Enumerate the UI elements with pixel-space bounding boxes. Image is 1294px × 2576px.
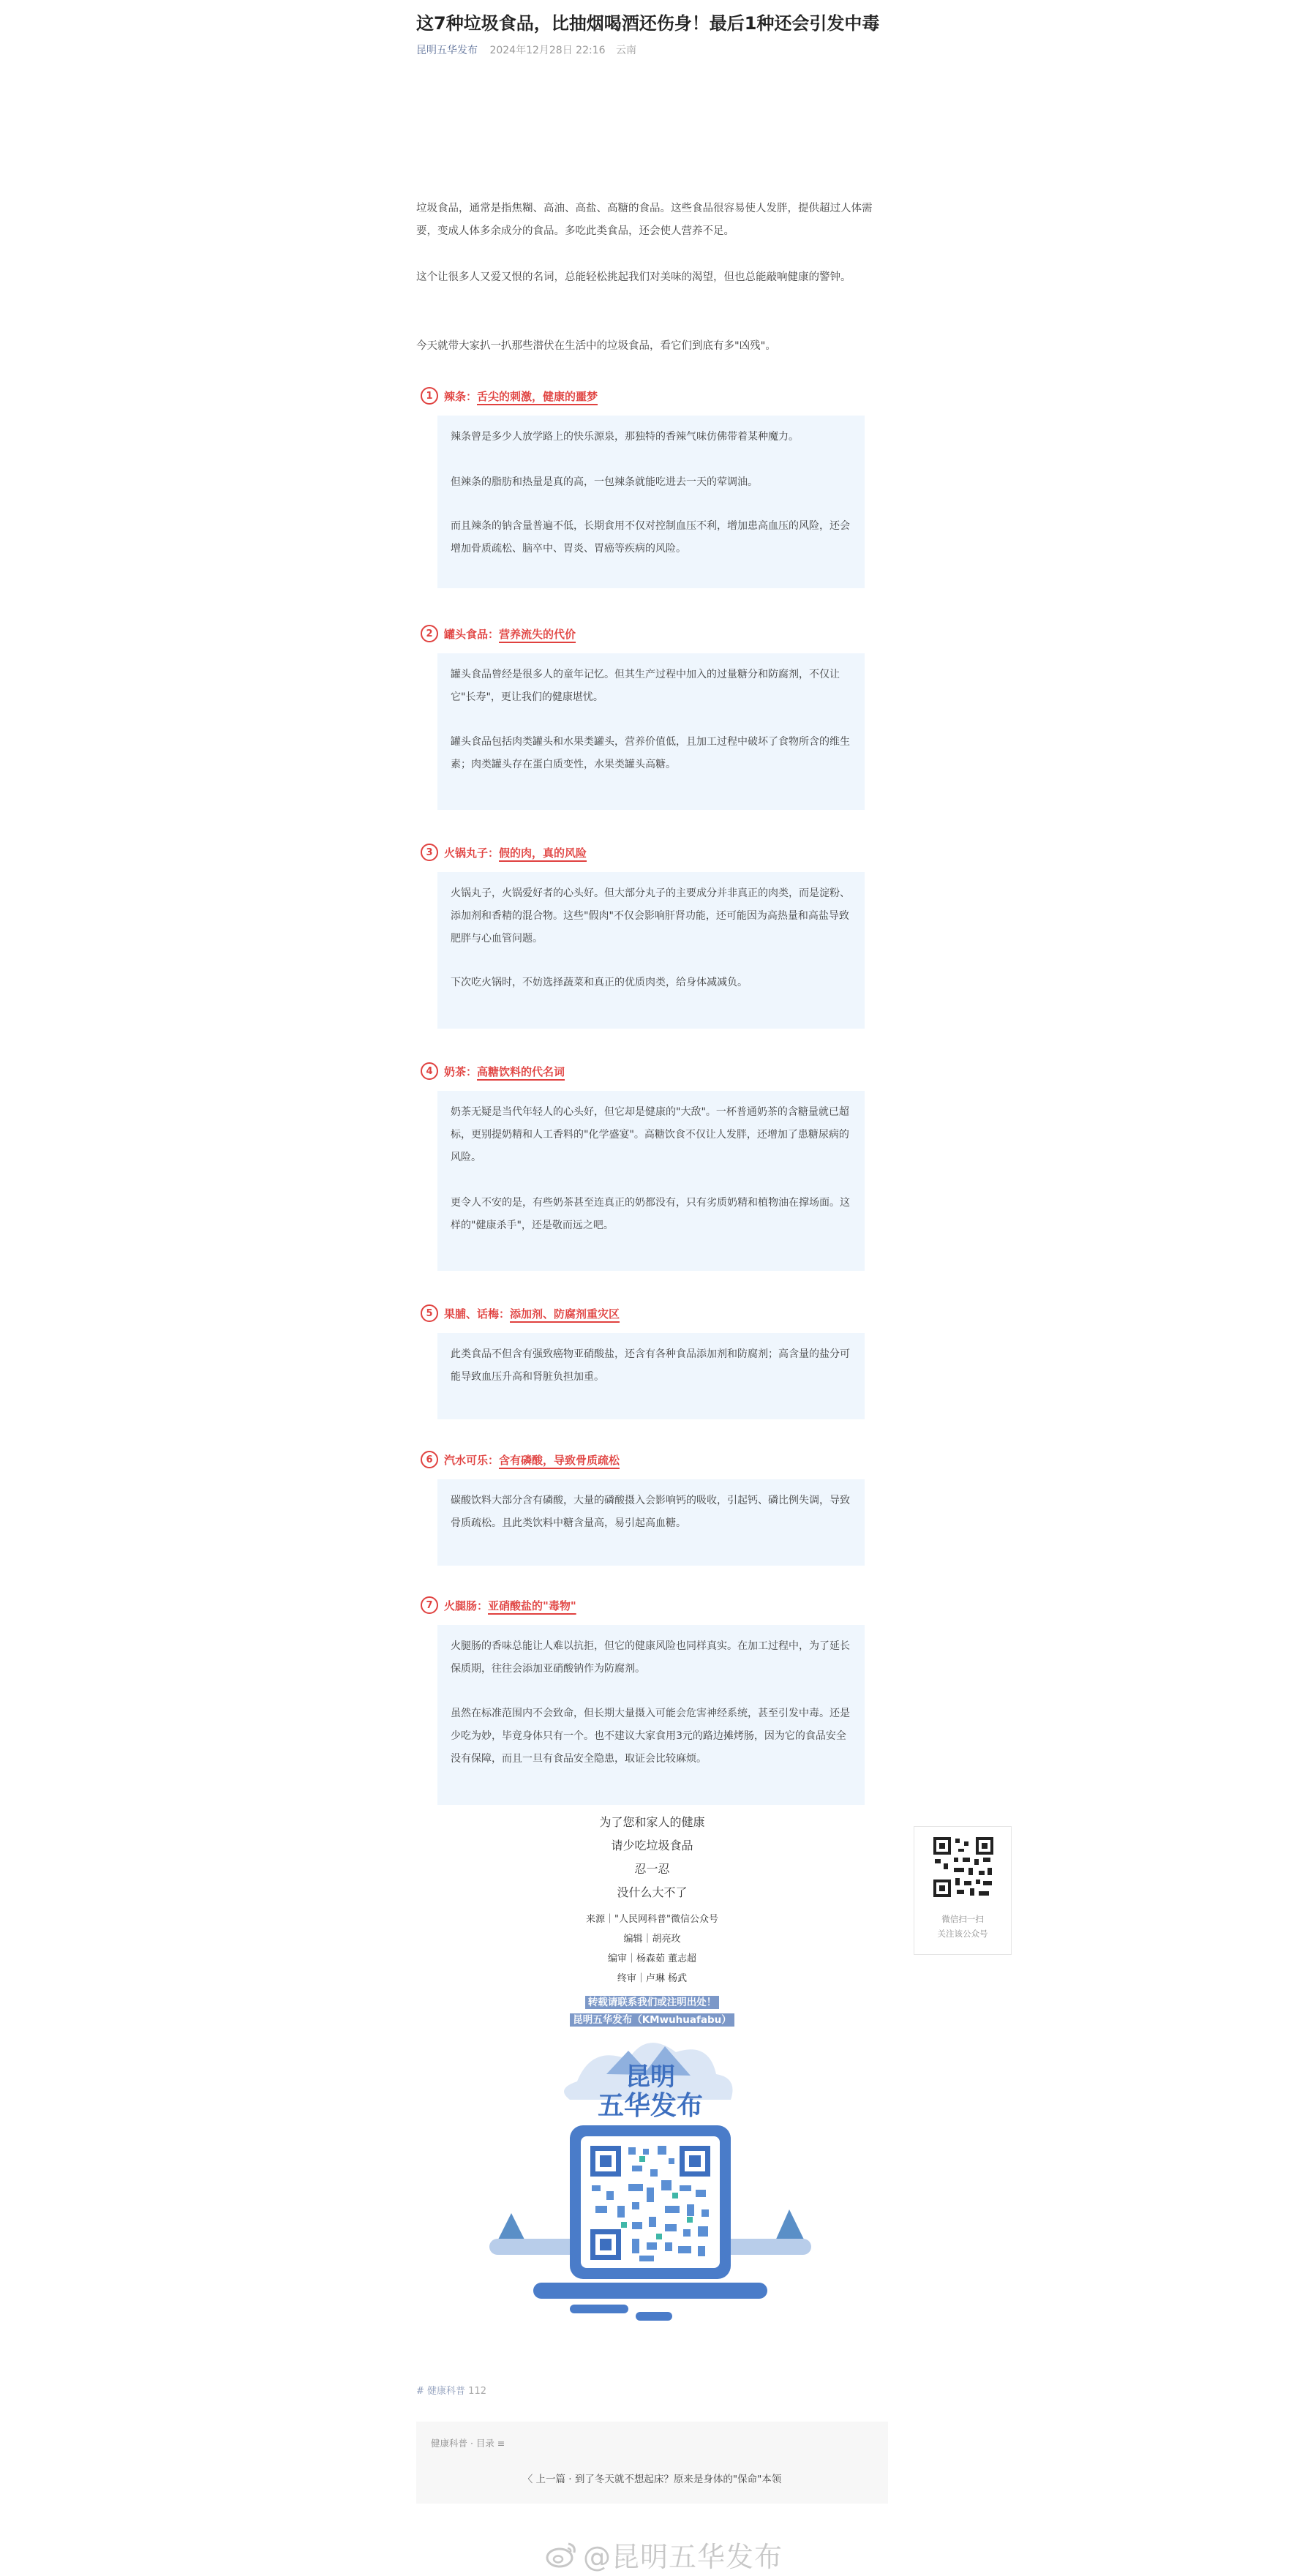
account-name-highlight: 昆明五华发布（KMwuhuafabu）	[416, 2011, 888, 2026]
section-number-badge: 3	[421, 844, 438, 861]
credit-editor: 编辑｜胡亮玫	[623, 1934, 681, 1945]
section-paragraph: 罐头食品包括肉类罐头和水果类罐头，营养价值低，且加工过程中破坏了食物所含的维生素；肉类罐头存在蛋白质变性，水果类罐头高糖。	[451, 736, 850, 770]
section-subtitle: 舌尖的刺激，健康的噩梦	[477, 389, 598, 403]
follow-qr-panel	[914, 1826, 1012, 1955]
section-paragraph: 更令人不安的是，有些奶茶甚至连真正的奶都没有，只有劣质奶精和植物油在撑场面。这样的"健康杀手"，还是敬而远之吧。	[451, 1197, 850, 1231]
reprint-notice: 转载请联系我们或注明出处！	[416, 1994, 888, 2008]
article-title: 这7种垃圾食品，比抽烟喝酒还伤身！最后1种还会引发中毒	[416, 13, 880, 34]
section-name: 火锅丸子：	[444, 846, 500, 860]
section-paragraph: 虽然在标准范围内不会致命，但长期大量摄入可能会危害神经系统，甚至引发中毒。还是少吃为妙，毕竟身体只有一个。也不建议大家食用3元的路边摊烤肠，因为它的食品安全没有保障，而且一旦有食品安全隐患，取证会比较麻烦。	[451, 1708, 850, 1765]
section-heading	[421, 624, 576, 643]
follow-poster-image	[489, 2030, 811, 2337]
section-paragraph: 罐头食品曾经是很多人的童年记忆。但其生产过程中加入的过量糖分和防腐剂，不仅让它"长寿"，更让我们的健康堪忧。	[451, 669, 840, 703]
poster-logo-line1: 昆明	[625, 2062, 675, 2092]
section-content-box	[437, 1625, 865, 1805]
section-paragraph: 下次吃火锅时，不妨选择蔬菜和真正的优质肉类，给身体减减负。	[451, 977, 748, 988]
side-qr-caption-1: 微信扫一扫	[941, 1914, 984, 1924]
section-paragraph: 而且辣条的钠含量普遍不低，长期食用不仅对控制血压不利，增加患高血压的风险，还会增加骨质疏松、脑卒中、胃炎、胃癌等疾病的风险。	[451, 520, 850, 555]
section-subtitle: 营养流失的代价	[499, 627, 576, 641]
hashtag[interactable]	[416, 2383, 486, 2397]
section-subtitle: 高糖饮料的代名词	[477, 1064, 565, 1078]
section-subtitle: 亚硝酸盐的"毒物"	[488, 1599, 576, 1612]
section-name: 火腿肠：	[444, 1599, 489, 1612]
closing-line: 没什么大不了	[617, 1885, 688, 1899]
section-number-badge: 2	[421, 625, 438, 642]
section-subtitle: 假的肉，真的风险	[499, 846, 587, 860]
section-subtitle: 含有磷酸，导致骨质疏松	[499, 1453, 620, 1467]
section-paragraph: 碳酸饮料大部分含有磷酸，大量的磷酸摄入会影响钙的吸收，引起钙、磷比例失调，导致骨质疏松。且此类饮料中糖含量高，易引起高血糖。	[451, 1495, 850, 1529]
section-number-badge: 1	[421, 387, 438, 405]
credit-reviewer: 编审｜杨森茹 董志超	[607, 1953, 697, 1964]
section-content-box	[437, 1091, 865, 1271]
weibo-watermark	[545, 2536, 808, 2572]
section-name: 罐头食品：	[444, 627, 500, 641]
section-number-badge: 5	[421, 1304, 438, 1322]
section-paragraph: 此类食品不但含有强致癌物亚硝酸盐，还含有各种食品添加剂和防腐剂；高含量的盐分可能导致血压升高和肾脏负担加重。	[451, 1348, 850, 1383]
section-heading	[421, 386, 598, 405]
section-content-box	[437, 416, 865, 588]
weibo-icon	[545, 2539, 579, 2569]
credit-final-review: 终审｜卢琳 杨武	[617, 1973, 688, 1984]
section-subtitle: 添加剂、防腐剂重灾区	[510, 1307, 620, 1321]
article-navigation	[416, 2422, 888, 2504]
section-heading	[421, 1304, 620, 1323]
section-content-box	[437, 653, 865, 810]
poster-logo-line2: 五华发布	[597, 2091, 704, 2121]
section-number-badge: 4	[421, 1062, 438, 1080]
section-name: 奶茶：	[444, 1064, 478, 1078]
closing-line: 为了您和家人的健康	[599, 1815, 705, 1829]
section-number-badge: 7	[421, 1596, 438, 1614]
collection-breadcrumb[interactable]: 健康科普 · 目录 ≡	[431, 2438, 505, 2449]
hashtag-label[interactable]: # 健康科普	[416, 2386, 466, 2397]
section-name: 汽水可乐：	[444, 1453, 500, 1467]
section-paragraph: 但辣条的脂肪和热量是真的高，一包辣条就能吃进去一天的荤调油。	[451, 476, 758, 488]
section-paragraph: 奶茶无疑是当代年轻人的心头好，但它却是健康的"大敌"。一杯普通奶茶的含糖量就已超标，更别提奶精和人工香料的"化学盛宴"。高糖饮食不仅让人发胖，还增加了患糖尿病的风险。	[451, 1106, 849, 1163]
side-qr-caption-2: 关注该公众号	[937, 1929, 988, 1939]
publish-location: 云南	[615, 45, 636, 56]
section-paragraph: 辣条曾是多少人放学路上的快乐源泉，那独特的香辣气味仿佛带着某种魔力。	[451, 431, 799, 443]
article-meta	[416, 42, 636, 57]
section-paragraph: 火锅丸子，火锅爱好者的心头好。但大部分丸子的主要成分并非真正的肉类，而是淀粉、添加剂和香精的混合物。这些"假肉"不仅会影响肝肾功能，还可能因为高热量和高盐导致肥胖与心血管问题。	[451, 887, 850, 945]
section-heading	[421, 1450, 620, 1469]
intro-paragraph: 垃圾食品，通常是指焦糊、高油、高盐、高糖的食品。这些食品很容易使人发胖，提供超过人体需要，变成人体多余成分的食品。多吃此类食品，还会使人营养不足。	[416, 203, 873, 237]
previous-article-link[interactable]: 〈 上一篇 · 到了冬天就不想起床？原来是身体的"保命"本领	[522, 2474, 782, 2485]
hashtag-count: 112	[468, 2386, 486, 2397]
closing-line: 忍一忍	[634, 1862, 670, 1876]
section-paragraph: 火腿肠的香味总能让人难以抗拒，但它的健康风险也同样真实。在加工过程中，为了延长保质期，往往会添加亚硝酸钠作为防腐剂。	[451, 1640, 850, 1675]
section-heading	[421, 1596, 576, 1615]
intro-paragraph: 这个让很多人又爱又恨的名词，总能轻松挑起我们对美味的渴望，但也总能敲响健康的警钟。	[416, 271, 851, 283]
intro-paragraph: 今天就带大家扒一扒那些潜伏在生活中的垃圾食品，看它们到底有多"凶残"。	[416, 340, 776, 352]
section-content-box	[437, 872, 865, 1029]
closing-line: 请少吃垃圾食品	[611, 1839, 693, 1852]
publish-date: 2024年12月28日 22:16	[489, 45, 606, 56]
section-number-badge: 6	[421, 1451, 438, 1468]
section-name: 果脯、话梅：	[444, 1307, 511, 1321]
credit-source: 来源｜"人民网科普"微信公众号	[586, 1914, 718, 1925]
section-content-box	[437, 1479, 865, 1566]
section-heading	[421, 843, 587, 862]
side-qr-code[interactable]	[932, 1836, 995, 1899]
section-name: 辣条：	[444, 389, 478, 403]
watermark-text: @昆明五华发布	[583, 2540, 783, 2573]
section-heading	[421, 1062, 565, 1081]
section-content-box	[437, 1333, 865, 1419]
author-link[interactable]: 昆明五华发布	[416, 45, 478, 56]
